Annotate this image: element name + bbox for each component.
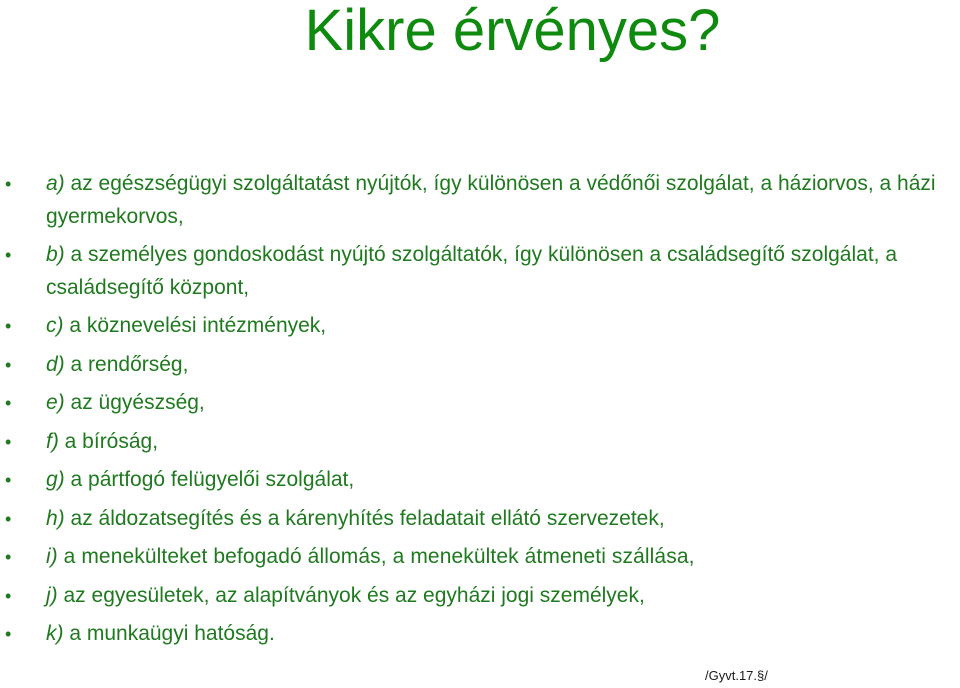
item-text: a személyes gondoskodást nyújtó szolgáltatók, így különösen a családsegítő szolgálat, a családsegítő központ,	[46, 243, 898, 299]
law-reference: /Gyvt.17.§/	[705, 668, 768, 683]
item-text: az egészségügyi szolgáltatást nyújtók, így különösen a védőnői szolgálat, a háziorvos, a házi gyermekorvos,	[46, 172, 936, 228]
list-item	[0, 503, 960, 536]
bullet-icon: •	[5, 393, 12, 413]
bullet-icon: •	[5, 547, 12, 567]
item-letter: g)	[46, 468, 65, 491]
slide-title: Kikre érvényes?	[304, 0, 721, 63]
list-item	[0, 310, 960, 343]
item-text: a bíróság,	[58, 429, 159, 453]
item-text: az ügyészség,	[64, 391, 205, 414]
item-letter: d)	[46, 352, 65, 376]
bullet-icon: •	[5, 354, 12, 375]
item-text: a rendőrség,	[64, 352, 189, 376]
item-text: az áldozatsegítés és a kárenyhítés feladatait ellátó szervezetek,	[64, 506, 665, 530]
item-letter: j)	[46, 583, 58, 607]
item-letter: c)	[46, 314, 64, 337]
list-item	[0, 349, 960, 382]
item-letter: a)	[46, 172, 65, 195]
item-letter: f)	[46, 429, 59, 453]
item-letter: k)	[46, 622, 64, 645]
list-item	[0, 239, 960, 304]
item-letter: i)	[46, 545, 58, 568]
item-text: a menekülteket befogadó állomás, a menekültek átmeneti szállása,	[57, 545, 695, 568]
list-item	[0, 541, 960, 574]
list-item	[0, 580, 960, 613]
list-item	[0, 387, 960, 420]
bullet-icon: •	[5, 508, 12, 529]
item-letter: e)	[46, 391, 65, 414]
bullet-icon: •	[5, 470, 12, 490]
bullet-icon: •	[5, 316, 12, 336]
item-text: a pártfogó felügyelői szolgálat,	[64, 468, 355, 491]
bullet-icon: •	[5, 624, 12, 644]
list-item	[0, 618, 960, 651]
bullet-icon: •	[5, 245, 12, 265]
bullet-icon: •	[5, 174, 12, 194]
item-text: az egyesületek, az alapítványok és az egyházi jogi személyek,	[57, 583, 645, 607]
list-item	[0, 168, 960, 233]
bullet-icon: •	[5, 585, 12, 606]
bullet-icon: •	[5, 431, 12, 452]
list-item	[0, 464, 960, 497]
item-letter: h)	[46, 506, 65, 530]
item-letter: b)	[46, 243, 65, 266]
item-text: a köznevelési intézmények,	[63, 314, 327, 337]
bullet-list	[0, 168, 960, 657]
list-item	[0, 426, 960, 459]
item-text: a munkaügyi hatóság.	[63, 622, 275, 645]
